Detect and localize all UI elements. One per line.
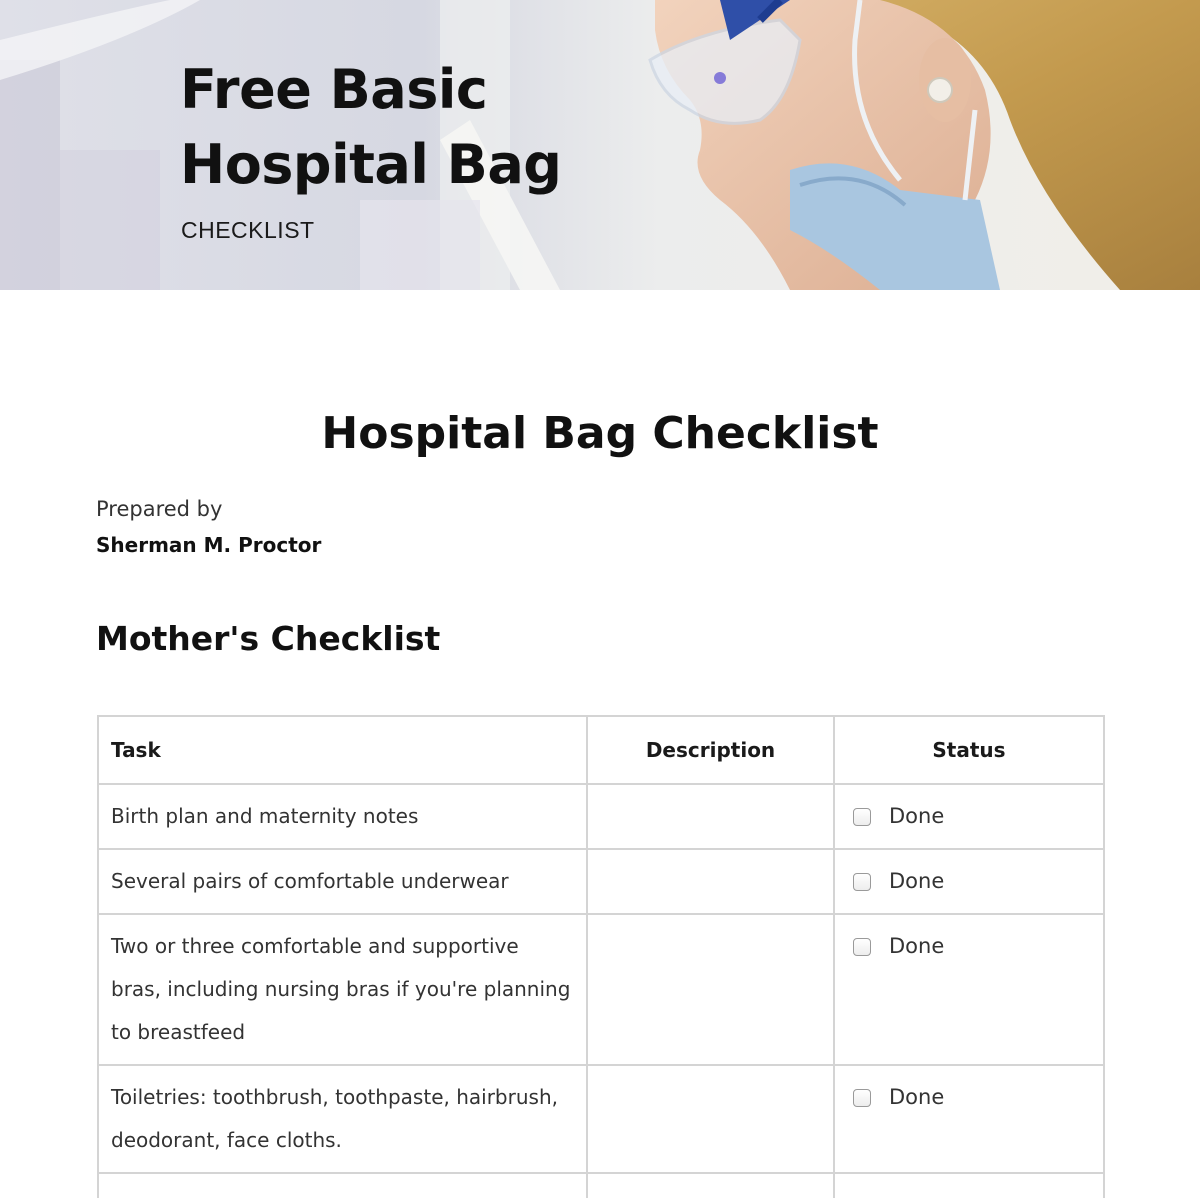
status-label: Done <box>889 869 945 893</box>
description-cell[interactable] <box>587 1173 834 1198</box>
task-cell: Two or three comfortable and supportive bras, including nursing bras if you're planning to breastfeed <box>98 914 587 1065</box>
hero-subtitle: CHECKLIST <box>181 217 315 243</box>
checklist-table <box>97 715 1105 1198</box>
table-row <box>98 914 1104 1065</box>
done-checkbox[interactable] <box>853 938 871 956</box>
done-checkbox[interactable] <box>853 873 871 891</box>
column-header-task: Task <box>98 716 587 784</box>
table-row <box>98 784 1104 849</box>
table-row <box>98 1173 1104 1198</box>
status-cell <box>834 784 1104 849</box>
hero-title <box>180 52 561 202</box>
status-cell <box>834 1065 1104 1173</box>
column-header-status: Status <box>834 716 1104 784</box>
table-row <box>98 1065 1104 1173</box>
hero-banner <box>0 0 1200 290</box>
status-cell <box>834 849 1104 914</box>
status-cell <box>834 914 1104 1065</box>
status-label: Done <box>889 1085 945 1109</box>
section-heading: Mother's Checklist <box>96 619 441 658</box>
table-header-row <box>98 716 1104 784</box>
description-cell[interactable] <box>587 1065 834 1173</box>
description-cell[interactable] <box>587 784 834 849</box>
document-title: Hospital Bag Checklist <box>321 408 879 459</box>
hero-title-line2: Hospital Bag <box>180 133 562 196</box>
table-row <box>98 849 1104 914</box>
status-label: Done <box>889 934 945 958</box>
done-checkbox[interactable] <box>853 1089 871 1107</box>
prepared-by-label: Prepared by <box>96 497 223 521</box>
description-cell[interactable] <box>587 914 834 1065</box>
status-cell <box>834 1173 1104 1198</box>
column-header-description: Description <box>587 716 834 784</box>
status-label: Done <box>889 804 945 828</box>
task-cell <box>98 1173 587 1198</box>
task-cell: Birth plan and maternity notes <box>98 784 587 849</box>
task-cell: Several pairs of comfortable underwear <box>98 849 587 914</box>
done-checkbox[interactable] <box>853 808 871 826</box>
hero-title-line1: Free Basic <box>180 58 488 121</box>
description-cell[interactable] <box>587 849 834 914</box>
task-cell: Toiletries: toothbrush, toothpaste, hairbrush, deodorant, face cloths. <box>98 1065 587 1173</box>
prepared-by-name: Sherman M. Proctor <box>96 533 322 557</box>
